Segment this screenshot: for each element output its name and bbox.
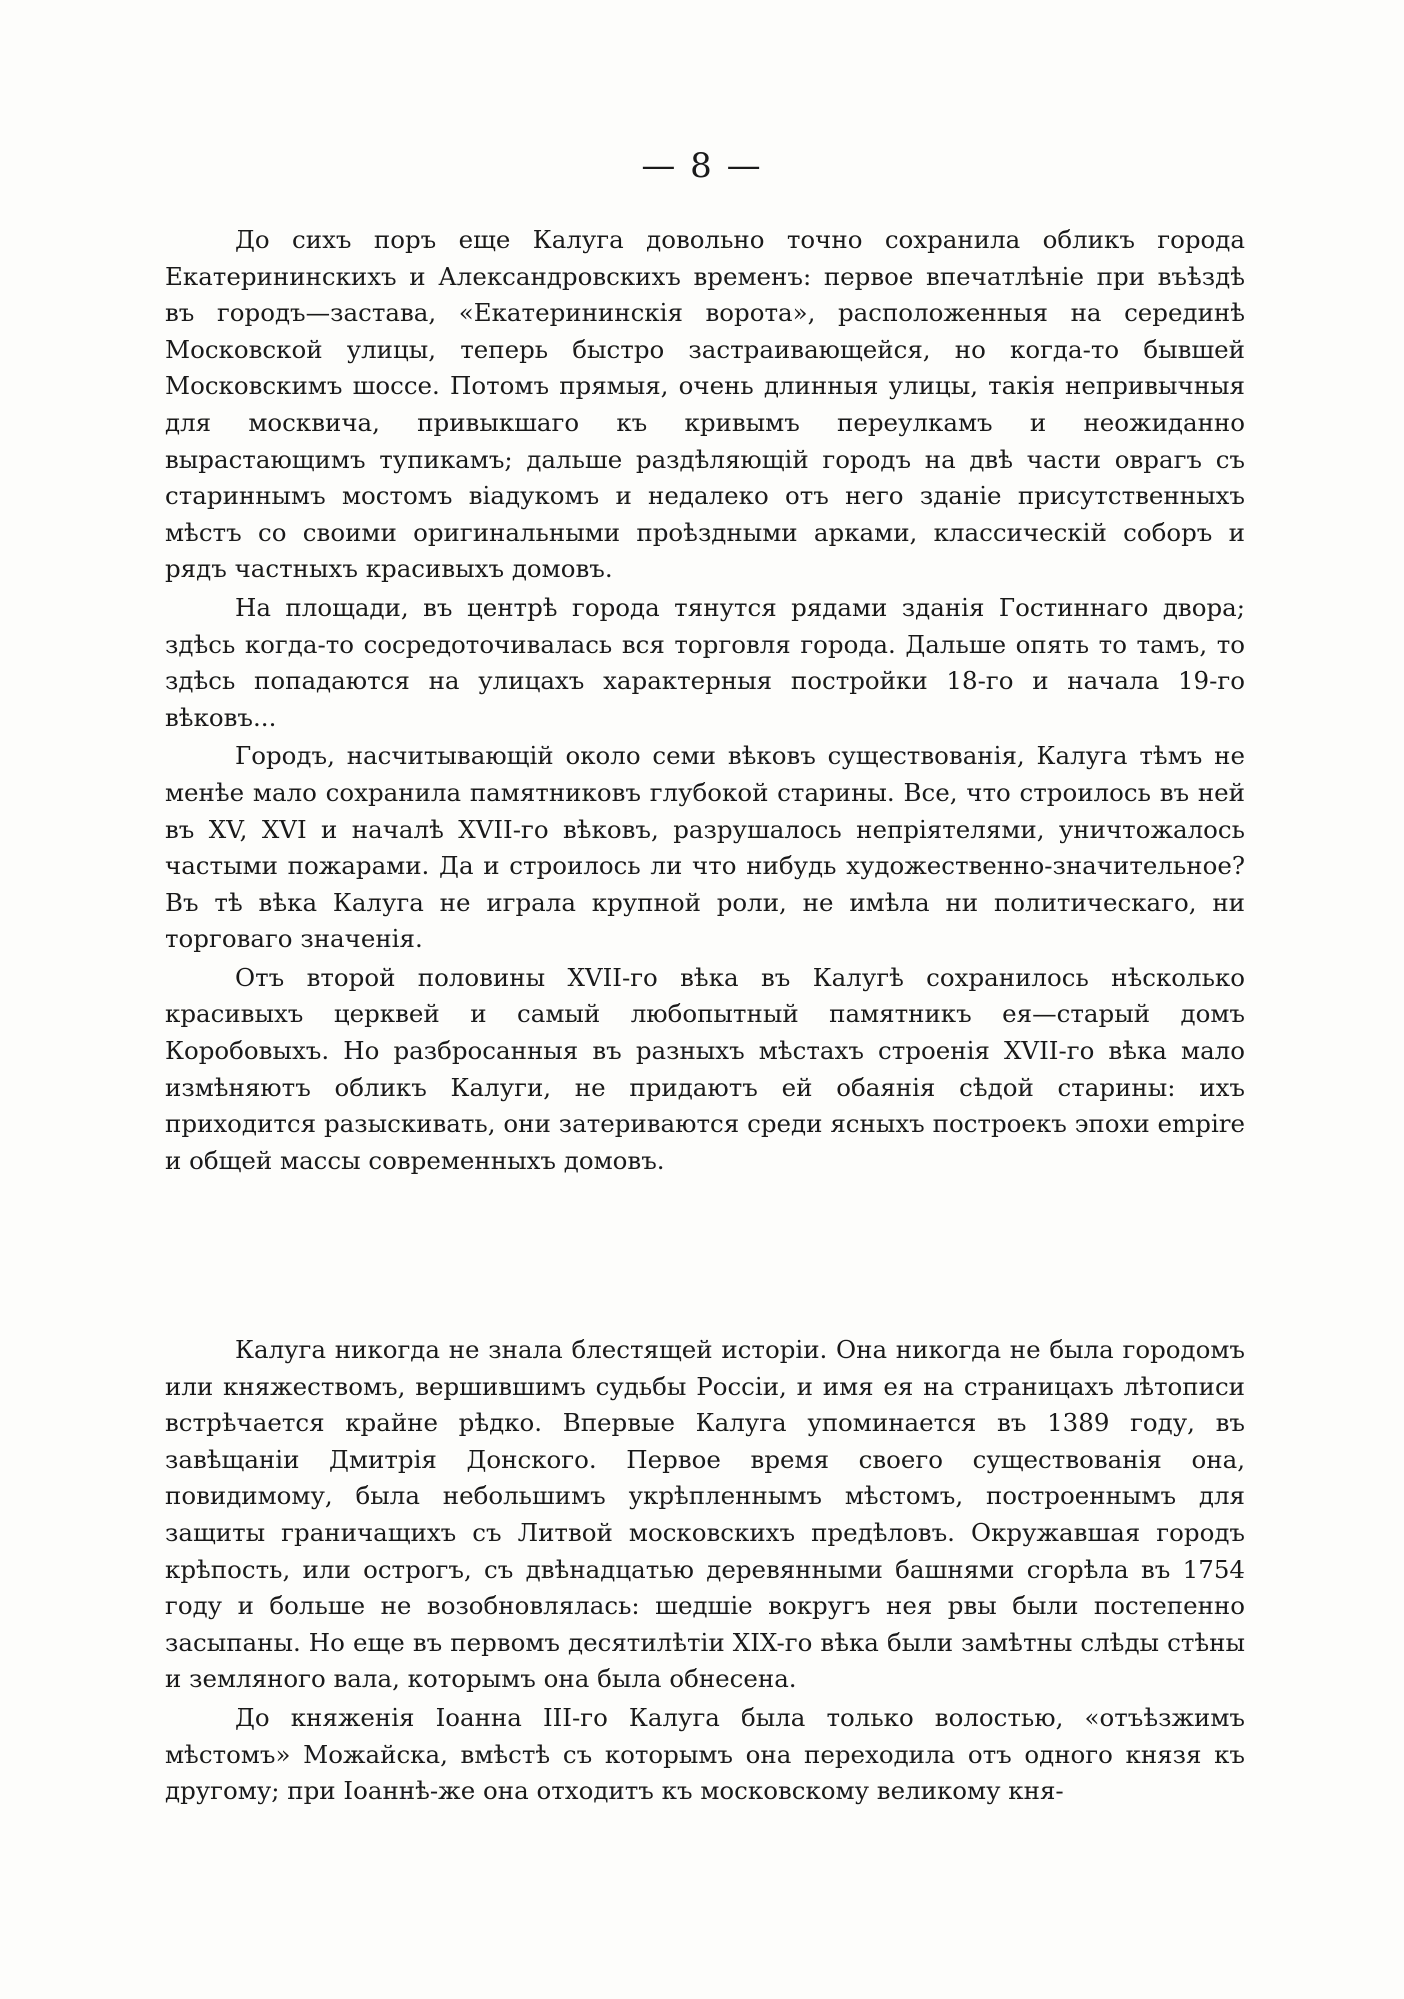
paragraph: Городъ, насчитывающій около семи вѣковъ существованія, Калуга тѣмъ не менѣе мало сохранила памятниковъ глубокой старины. Все, что строилось въ ней въ XV, XVI и началѣ XVII-го вѣковъ, разрушалось непріятелями, уничтожалось частыми пожарами. Да и строилось ли что нибудь художественно-значительное? Въ тѣ вѣка Калуга не играла крупной роли, не имѣла ни политическаго, ни торговаго значенія.	[165, 741, 1245, 954]
text-section-2	[165, 1332, 1245, 1812]
paragraph: Отъ второй половины XVII-го вѣка въ Калугѣ сохранилось нѣсколько красивыхъ церквей и самый любопытный памятникъ ея—старый домъ Коробовыхъ. Но разбросанныя въ разныхъ мѣстахъ строенія XVII-го вѣка мало измѣняютъ обликъ Калуги, не придаютъ ей обаянія сѣдой старины: ихъ приходится разыскивать, они затериваются среди ясныхъ построекъ эпохи empire и общей массы современныхъ домовъ.	[165, 962, 1245, 1175]
paragraph: До княженія Іоанна III-го Калуга была только волостью, «отъѣзжимъ мѣстомъ» Можайска, вмѣстѣ съ которымъ она переходила отъ одного князя къ другому; при Іоаннѣ-же она отходитъ къ московскому великому кня-	[165, 1702, 1245, 1806]
paragraph: До сихъ поръ еще Калуга довольно точно сохранила обликъ города Екатерининскихъ и Александровскихъ временъ: первое впечатлѣніе при въѣздѣ въ городъ—застава, «Екатерининскія ворота», расположенныя на серединѣ Московской улицы, теперь быстро застраивающейся, но когда-то бывшей Московскимъ шоссе. Потомъ прямыя, очень длинныя улицы, такія непривычныя для москвича, привыкшаго къ кривымъ переулкамъ и неожиданно вырастающимъ тупикамъ; дальше раздѣляющій городъ на двѣ части оврагъ съ стариннымъ мостомъ віадукомъ и недалеко отъ него зданіе присутственныхъ мѣстъ со своими оригинальными проѣздными арками, классическій соборъ и рядъ частныхъ красивыхъ домовъ.	[165, 225, 1245, 584]
text-section-1	[165, 222, 1245, 1181]
paragraph: На площади, въ центрѣ города тянутся рядами зданія Гостиннаго двора; здѣсь когда-то сосредоточивалась вся торговля города. Дальше опять то тамъ, то здѣсь попадаются на улицахъ характерныя постройки 18-го и начала 19-го вѣковъ...	[165, 592, 1245, 732]
paragraph: Калуга никогда не знала блестящей исторіи. Она никогда не была городомъ или княжествомъ, вершившимъ судьбы Россіи, и имя ея на страницахъ лѣтописи встрѣчается крайне рѣдко. Впервые Калуга упоминается въ 1389 году, въ завѣщаніи Дмитрія Донского. Первое время своего существованія она, повидимому, была небольшимъ укрѣпленнымъ мѣстомъ, построеннымъ для защиты граничащихъ съ Литвой московскихъ предѣловъ. Окружавшая городъ крѣпость, или острогъ, съ двѣнадцатью деревянными башнями сгорѣла въ 1754 году и больше не возобновлялась: шедшіе вокругъ нея рвы были постепенно засыпаны. Но еще въ первомъ десятилѣтіи XIX-го вѣка были замѣтны слѣды стѣны и земляного вала, которымъ она была обнесена.	[165, 1335, 1245, 1694]
page-number: — 8 —	[641, 146, 763, 186]
